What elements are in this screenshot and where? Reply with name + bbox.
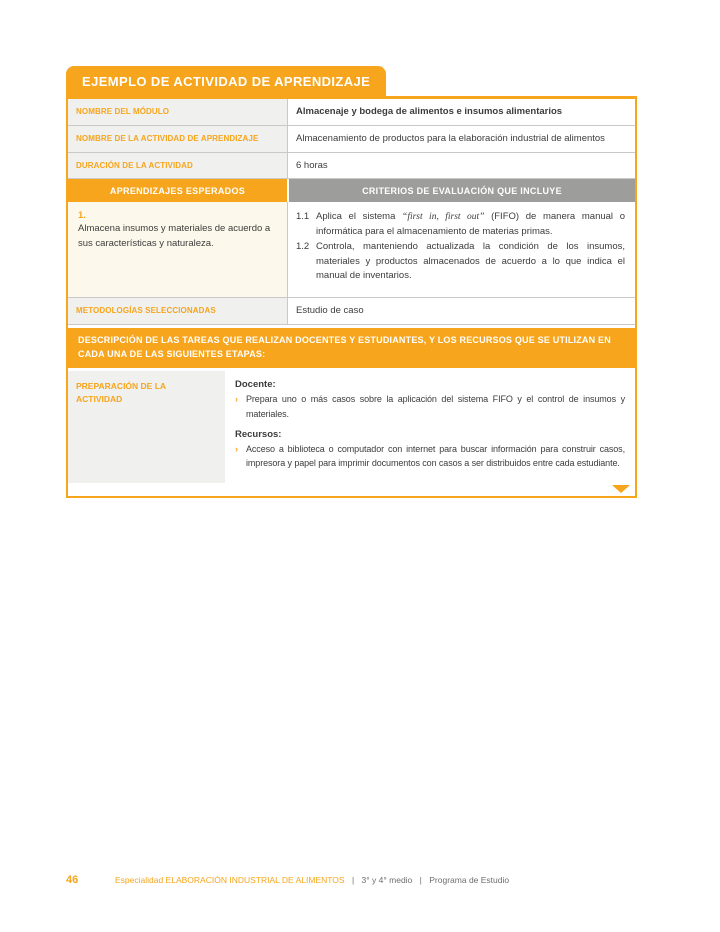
expected-learning-cell	[68, 202, 287, 297]
footer-specialty: Especialidad ELABORACIÓN INDUSTRIAL DE ALIMENTOS	[115, 875, 345, 885]
footer-separator: |	[419, 875, 422, 885]
continuation-indicator-row	[68, 483, 635, 496]
criterion-text: Controla, manteniendo actualizada la condición de los insumos, materiales y productos almacenados de acuerdo a lo que indica el manual de inventarios.	[316, 240, 625, 282]
resources-heading: Recursos:	[235, 428, 282, 440]
module-name-value: Almacenaje y bodega de alimentos e insumos alimentarios	[287, 99, 635, 125]
footer-program: Programa de Estudio	[429, 875, 510, 885]
chevron-bullet-icon: ›	[235, 443, 238, 454]
continuation-arrow-down-icon	[612, 485, 630, 493]
preparation-label: PREPARACIÓN DE LA ACTIVIDAD	[68, 371, 225, 483]
learning-number: 1.	[78, 210, 86, 222]
table-row-module-name	[68, 99, 635, 126]
module-name-label: NOMBRE DEL MÓDULO	[68, 99, 287, 125]
criterion-text: Aplica el sistema “first in, first out” (FIFO) de manera manual o informática para el almacenamiento de materias primas.	[316, 211, 625, 238]
page-footer	[66, 874, 656, 886]
criterion-number: 1.2	[296, 240, 310, 252]
activity-name-label: NOMBRE DE LA ACTIVIDAD DE APRENDIZAJE	[68, 126, 287, 152]
preparation-row	[68, 371, 635, 483]
resources-item	[235, 442, 625, 471]
table-row-activity-name	[68, 126, 635, 153]
table-row-duration	[68, 153, 635, 180]
tasks-description-band: DESCRIPCIÓN DE LAS TAREAS QUE REALIZAN DOCENTES Y ESTUDIANTES, Y LOS RECURSOS QUE SE UTILIZAN EN CADA UNA DE LAS SIGUIENTES ETAPAS:	[68, 328, 635, 368]
footer-text	[115, 875, 509, 885]
table-row-methodologies	[68, 298, 635, 325]
teacher-heading: Docente:	[235, 379, 276, 391]
expected-learnings-header: APRENDIZAJES ESPERADOS	[68, 179, 287, 202]
duration-value: 6 horas	[287, 153, 635, 179]
activity-table	[66, 96, 637, 498]
activity-name-value: Almacenamiento de productos para la elaboración industrial de alimentos	[287, 126, 635, 152]
methodologies-value: Estudio de caso	[287, 298, 635, 324]
column-headers-row	[68, 179, 635, 202]
methodologies-label: METODOLOGÍAS SELECCIONADAS	[68, 298, 287, 324]
criterion-number: 1.1	[296, 211, 310, 223]
resources-text: Acceso a biblioteca o computador con internet para buscar información para construir casos, impresora y papel para imprimir documentos con casos a ser distribuidos entre cada estudiante.	[246, 443, 625, 469]
criterion-item-2	[296, 240, 625, 284]
evaluation-criteria-cell	[287, 202, 635, 297]
evaluation-criteria-header: CRITERIOS DE EVALUACIÓN QUE INCLUYE	[287, 179, 635, 202]
footer-separator: |	[351, 875, 355, 885]
page-number: 46	[66, 874, 79, 886]
chevron-bullet-icon: ›	[235, 394, 238, 405]
learning-text: Almacena insumos y materiales de acuerdo a sus características y naturaleza.	[78, 223, 271, 249]
preparation-content	[225, 371, 635, 483]
teacher-task-text: Prepara uno o más casos sobre la aplicación del sistema FIFO y el control de insumos y materiales.	[246, 394, 625, 419]
learning-criteria-row	[68, 202, 635, 298]
footer-grade: 3° y 4° medio	[361, 875, 413, 885]
activity-example-title-tab: EJEMPLO DE ACTIVIDAD DE APRENDIZAJE	[66, 66, 386, 96]
teacher-task-item	[235, 392, 625, 421]
criterion-item-1	[296, 210, 625, 239]
italic-phrase: “first in, first out”	[402, 212, 485, 223]
duration-label: DURACIÓN DE LA ACTIVIDAD	[68, 153, 287, 179]
activity-document	[66, 66, 637, 498]
